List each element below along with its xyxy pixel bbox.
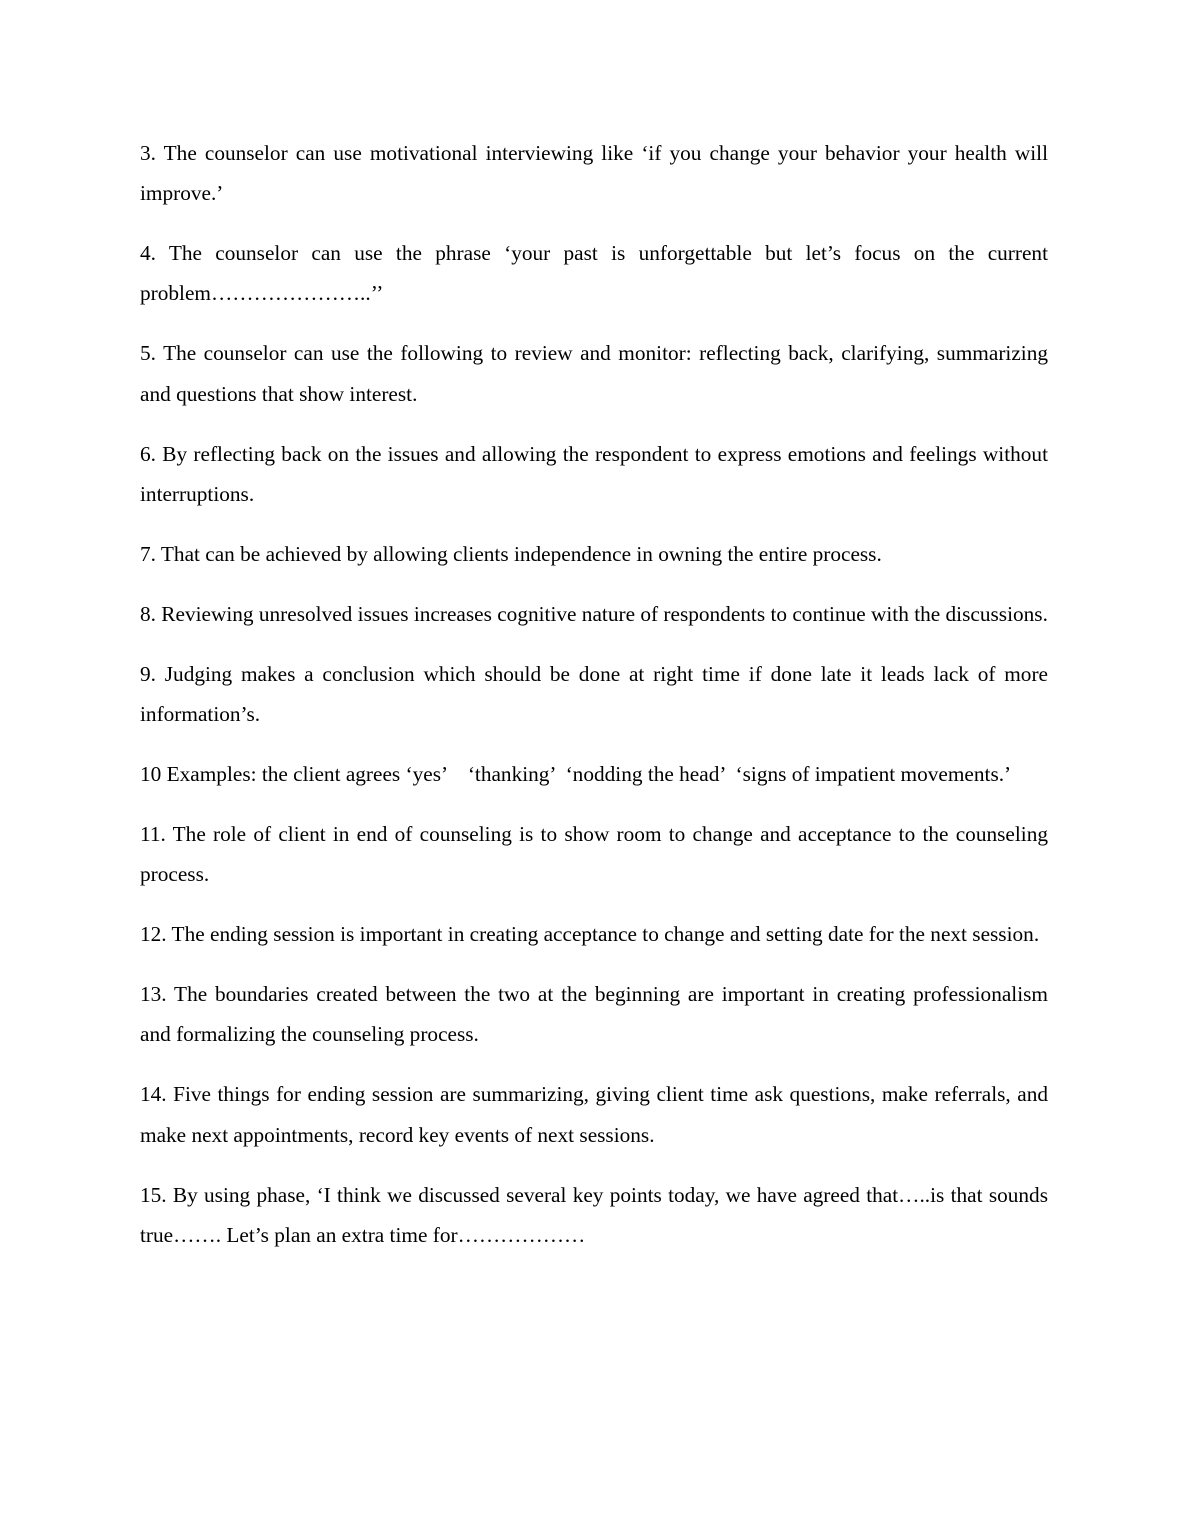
paragraph-item-11: 11. The role of client in end of counseling is to show room to change and acceptance to the counseling process. bbox=[140, 822, 1054, 887]
paragraph-item-7: 7. That can be achieved by allowing clients independence in owning the entire process. bbox=[140, 541, 882, 566]
paragraph-item-3: 3. The counselor can use motivational interviewing like ‘if you change your behavior your health will improve.’ bbox=[140, 141, 1054, 206]
paragraph-item-9: 9. Judging makes a conclusion which should be done at right time if done late it leads lack of more information’s. bbox=[140, 661, 1054, 727]
paragraph-item-4: 4. The counselor can use the phrase ‘your past is unforgettable but let’s focus on the current problem…………………..’’ bbox=[140, 241, 1054, 306]
paragraph-item-15: 15. By using phase, ‘I think we discussed several key points today, we have agreed that…..is that sounds true……. Let’s plan an extra time for……………… bbox=[140, 1182, 1054, 1247]
paragraph-item-12: 12. The ending session is important in creating acceptance to change and setting date for the next session. bbox=[140, 922, 1040, 947]
paragraph-item-10: 10 Examples: the client agrees ‘yes’ ‘thanking’ ‘nodding the head’ ‘signs of impatient movements.’ bbox=[140, 762, 1012, 787]
paragraph-item-5: 5. The counselor can use the following to review and monitor: reflecting back, clarifying, summarizing and questions that show interest. bbox=[140, 341, 1054, 406]
paragraph-item-14: 14. Five things for ending session are summarizing, giving client time ask questions, make referrals, and make next appointments, record key events of next sessions. bbox=[140, 1082, 1054, 1147]
document-body bbox=[140, 133, 1054, 1275]
paragraph-item-8: 8. Reviewing unresolved issues increases cognitive nature of respondents to continue with the discussions. bbox=[140, 601, 1048, 626]
paragraph-item-6: 6. By reflecting back on the issues and allowing the respondent to express emotions and feelings without interruptions. bbox=[140, 441, 1054, 506]
paragraph-item-13: 13. The boundaries created between the two at the beginning are important in creating professionalism and formalizing the counseling process. bbox=[140, 982, 1054, 1047]
